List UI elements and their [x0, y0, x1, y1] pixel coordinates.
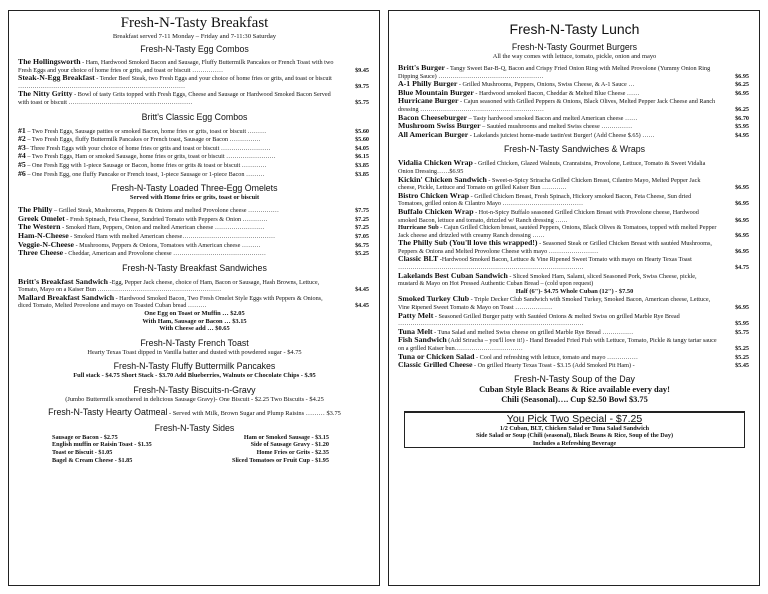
menu-item: Greek Omelet - Fresh Spinach, Feta Cheese, Sundried Tomato with Peppers & Onion ………… $7.25 — [18, 213, 369, 223]
menu-item: #4 – Two Fresh Eggs, Ham or smoked Sausage, home fries or grits, toast or biscuit …………………… $6.15 — [18, 151, 369, 161]
addon-line: One Egg on Toast or Muffin … $2.05 — [144, 310, 245, 318]
pancakes-text: Full stack - $4.75 Short Stack - $3.70 Add Blueberries, Walnuts or Chocolate Chips - $.95 — [73, 372, 316, 380]
french-toast-heading: Fresh-N-Tasty French Toast — [140, 337, 249, 348]
soup-line: Chili (Seasonal)…. Cup $2.50 Bowl $3.75 — [501, 394, 648, 404]
biscuits-text: (Jumbo Buttermilk smothered in delicious Sausage Gravy)- One Biscuit - $2.25 Two Biscuits - $4.25 — [65, 395, 324, 403]
sides-row: Bagel & Cream Cheese - $1.85 Sliced Tomatoes or Fruit Cup - $1.95 — [52, 456, 329, 464]
cuban-prices: Half (6")- $4.75 Whole Cuban (12") - $7.50 — [515, 287, 634, 295]
sides-heading: Fresh-N-Tasty Sides — [154, 422, 235, 433]
sides-row: Sausage or Bacon - $2.75 Ham or Smoked Sausage - $3.15 — [52, 433, 329, 441]
omelets-subtitle: Served with Home fries or grits, toast or biscuit — [129, 194, 260, 202]
menu-item: #2 – Two Fresh Eggs, fluffy Buttermilk Pancakes or French toast, Sausage or Bacon …………… $5.60 — [18, 134, 369, 144]
menu-item: Three Cheese - Cheddar, American and Provolone cheese ……………………………………… $5.25 — [18, 248, 369, 258]
breakfast-panel — [8, 10, 380, 586]
menu-item: Kickin' Chicken Sandwich - Sweet-n-Spicy Sriracha Grilled Chicken Breast, Cilantro Mayo, Melted Pepper Jack cheese, Pickle, Lettuce and Tomato on grilled Kaiser Bun ………… $6.95 — [398, 174, 749, 192]
burgers-subtitle: All the way comes with lettuce, tomato, pickle, onion and mayo — [492, 53, 657, 60]
menu-item: The Philly – Grilled Steak, Mushrooms, Peppers & Onions and melted Provolone cheese …………… $7.75 — [18, 205, 369, 215]
menu-item: Classic Grilled Cheese - On grilled Hearty Texas Toast - $3.15 (Add Smoked Pit Ham) - $5.45 — [398, 360, 749, 370]
menu-item: Classic BLT -Hardwood Smoked Bacon, Lettuce & Vine Ripened Sweet Tomato with mayo on Hearty Texas Toast ……………………………………………………………………………… $4.75 — [398, 254, 749, 272]
menu-item: Fish Sandwich (Add Sriracha – you'll love it!) - Hand Breaded Fried Fish with Lettuce, Tomato, Pickle & tangy tartar sauce on a grilled Kaiser bun…………………………… $5.25 — [398, 335, 749, 352]
sides-row: English muffin or Raisin Toast - $1.35 Side of Sausage Gravy - $1.20 — [52, 441, 329, 449]
classic-combos-heading: Britt's Classic Egg Combos — [141, 111, 248, 122]
menu-item: Britt's Burger - Tangy Sweet Bar-B-Q, Bacon and Crispy Fried Onion Ring with Melted Provolone (Yummy Onion Ring Dipping Sauce) …………………………………………… $6.95 — [398, 63, 749, 80]
menu-item: Steak-N-Egg Breakfast - Tender Beef Steak, two Fresh Eggs and your choice of home fries or grits, and toast or biscuit ……………………………………………………………………… $9.75 — [18, 73, 369, 90]
menu-item: Vidalia Chicken Wrap - Grilled Chicken, Glazed Walnuts, Cranraisins, Provolone, Lettuce, Tomato & Sweet Vidalia Onion Dressing……$6.95 — [398, 158, 706, 175]
egg-combos-heading: Fresh-N-Tasty Egg Combos — [140, 44, 249, 54]
menu-item: A-1 Philly Burger - Grilled Mushrooms, Peppers, Onions, Swiss Cheese, & A-1 Sauce … $6.25 — [398, 79, 749, 89]
soup-heading: Fresh-N-Tasty Soup of the Day — [514, 373, 635, 384]
menu-item: Hurricane Sub - Cajun Grilled Chicken breast, sautéed Peppers, Onions, Black Olives & Tomatoes, topped with melted Pepper Jack cheese and drizzled with creamy Ranch dressing …… $6.95 — [398, 224, 749, 239]
menu-item: Veggie-N-Cheese - Mushrooms, Peppers & Onions, Tomatoes with American cheese ……… $6.75 — [18, 239, 369, 249]
menu-item: Hurricane Burger - Cajun seasoned with Grilled Peppers & Onions, Black Olives, Melted Pepper Jack Cheese and Ranch dressing …………………………………………………… $6.25 — [398, 96, 749, 113]
menu-item: Buffalo Chicken Wrap - Hot-n-Spicy Buffalo seasoned Grilled Chicken Breast with Provolone cheese, Hardwood smoked Bacon, lettuce and tomato, drizzled w/ Ranch dressing …… $6.95 — [398, 206, 749, 224]
menu-item: Britt's Breakfast Sandwich -Egg, Pepper Jack cheese, choice of Ham, Bacon or Sausage, Hash Browns, Lettuce, Tomato, Mayo on a Kaiser Bun …………………………………………………… $4.45 — [18, 276, 369, 294]
burgers-heading: Fresh-N-Tasty Gourmet Burgers — [511, 42, 638, 52]
menu-item: Patty Melt - Seasoned Grilled Burger patty with Sautéed Onions & melted Swiss on grilled Marble Rye Bread ……………………………………………………………………………… $5.95 — [398, 310, 749, 328]
pick-two-title: You Pick Two Special - $7.25 — [506, 412, 643, 425]
soup-line: Cuban Style Black Beans & Rice available every day! — [479, 384, 670, 394]
breakfast-hours: Breakfast served 7-11 Monday – Friday and 7-11:30 Saturday — [112, 33, 277, 40]
menu-item: Mallard Breakfast Sandwich - Hardwood Smoked Bacon, Two Fresh Omelet Style Eggs with Peppers & Onions, diced Tomato, Melted Provolone and mayo on Toasted Cuban bread ……… $4.45 — [18, 292, 369, 310]
menu-item: Tuna Melt - Tuna Salad and melted Swiss cheese on grilled Marble Rye Bread …………… $5.75 — [398, 326, 749, 336]
biscuits-heading: Fresh-N-Tasty Biscuits-n-Gravy — [133, 384, 256, 395]
menu-item: The Western - Smoked Ham, Peppers, Onion and melted American cheese …………………… $7.25 — [18, 222, 369, 232]
menu-item: Blue Mountain Burger - Hardwood smoked Bacon, Cheddar & Melted Blue Cheese …… $6.95 — [398, 87, 749, 97]
menu-item: Smoked Turkey Club - Triple Decker Club Sandwich with Smoked Turkey, Smoked Bacon, American cheese, Lettuce, Vine Ripened Sweet Tomato & Mayo on Toast ……………… $6.95 — [398, 294, 749, 312]
special-line: 1/2 Cuban, BLT, Chicken Salad or Tuna Salad Sandwich — [499, 424, 650, 432]
sides-row: Toast or Biscuit - $1.05 Home Fries or Grits - $2.35 — [52, 449, 329, 457]
oatmeal-line: Fresh-N-Tasty Hearty Oatmeal - Served with Milk, Brown Sugar and Plump Raisins ……… $3.75 — [48, 407, 341, 418]
menu-item: All American Burger - Lakelands juiciest home-made tastin'est Burger! (Add Cheese $.65) …… $4.95 — [398, 129, 749, 139]
menu-item: #5 – One Fresh Egg with 1-piece Sausage or Bacon, home fries or grits & toast or biscuit ………… $3.85 — [18, 159, 369, 169]
menu-item: The Philly Sub (You'll love this wrapped!) - Seasoned Steak or Grilled Chicken Breast with sautéed Mushrooms, Peppers & Onions and Melted Provolone Cheese with mayo …………………… $6.95 — [398, 238, 749, 255]
lunch-panel — [388, 10, 760, 586]
menu-item: Lakelands Best Cuban Sandwich - Sliced Smoked Ham, Salami, sliced Seasoned Pork, Swiss Cheese, pickle, mustard & Mayo on Hot Pressed Authentic Cuban Bread – (cold upon request) — [398, 270, 697, 288]
menu-item: Bacon Cheeseburger – Tasty hardwood smoked Bacon and melted American cheese …… $6.70 — [398, 112, 749, 122]
menu-item: #6 – One Fresh Egg, one fluffy Pancake or French toast, 1-piece Sausage or 1-piece Bacon ……… $3.85 — [18, 168, 369, 178]
special-line: Side Salad or Soup (Chili (seasonal), Black Beans & Rice, Soup of the Day) — [475, 432, 674, 440]
menu-item: Bistro Chicken Wrap - Grilled Chicken Breast, Fresh Spinach, Hickory smoked Bacon, Feta Cheese, Sun dried Tomatoes, grilled onion & Cilantro Mayo ………………………………… $6.95 — [398, 190, 749, 208]
menu-item: Mushroom Swiss Burger – Sautéed mushrooms and melted Swiss cheese …………… $5.95 — [398, 121, 749, 131]
lunch-title: Fresh-N-Tasty Lunch — [509, 21, 640, 37]
addon-line: With Cheese add … $0.65 — [159, 325, 230, 333]
pick-two-special-box — [404, 411, 745, 448]
breakfast-sandwiches-heading: Fresh-N-Tasty Breakfast Sandwiches — [122, 262, 267, 273]
menu-item: Tuna or Chicken Salad - Cool and refreshing with lettuce, tomato and mayo …………… $5.25 — [398, 351, 749, 361]
special-line: Includes a Refreshing Beverage — [532, 439, 617, 447]
menu-item: #3– Three Fresh Eggs with your choice of home fries or grits and toast or biscuit …………………… $4.05 — [18, 142, 369, 152]
addon-line: With Ham, Sausage or Bacon … $3.15 — [142, 317, 247, 325]
omelets-heading: Fresh-N-Tasty Loaded Three-Egg Omelets — [111, 183, 278, 194]
breakfast-title: Fresh-N-Tasty Breakfast — [120, 15, 269, 31]
sandwiches-wraps-heading: Fresh-N-Tasty Sandwiches & Wraps — [503, 144, 646, 155]
pancakes-heading: Fresh-N-Tasty Fluffy Buttermilk Pancakes — [113, 361, 276, 372]
french-toast-text: Hearty Texas Toast dipped in Vanilla batter and dusted with powdered sugar - $4.75 — [87, 348, 302, 356]
menu-item: The Nitty Gritty - Bowl of tasty Grits topped with Fresh Eggs, Cheese and Sausage or Hardwood Smoked Bacon Served with toast or biscuit …………………………………………………… $5.75 — [18, 89, 369, 106]
menu-item: #1 – Two Fresh Eggs, Sausage patties or smoked Bacon, home fries or grits, toast or biscuit ……… $5.60 — [18, 125, 369, 135]
menu-item: The Hollingsworth - Ham, Hardwood Smoked Bacon and Sausage, Fluffy Buttermilk Pancakes or French Toast with two Fresh Eggs and your choice of home fries or grits, and toast or biscuit …………… $9.45 — [18, 57, 369, 74]
menu-item: Ham-N-Cheese - Smoked Ham with melted American cheese……………………………………… $7.05 — [18, 230, 369, 240]
